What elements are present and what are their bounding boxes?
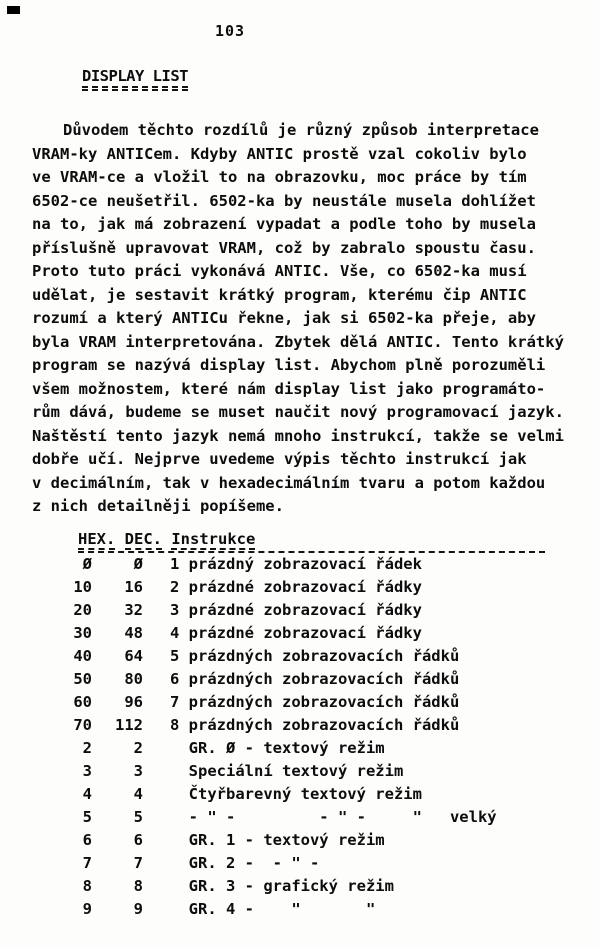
instruction-cell: 1 prázdný zobrazovací řádek: [170, 555, 422, 573]
hex-cell: 3: [82, 762, 92, 780]
table-header: [78, 530, 545, 553]
dec-cell: 80: [124, 670, 143, 688]
dec-cell: 2: [133, 739, 143, 757]
instruction-cell: - " - - " - " velký: [170, 808, 497, 826]
paragraph-line: v decimálním, tak v hexadecimálním tvaru a potom každou: [32, 473, 546, 492]
header-dec: DEC.: [124, 530, 162, 548]
hex-cell: 6: [82, 831, 92, 849]
table-row: [32, 829, 545, 852]
table-row: [32, 898, 545, 921]
paragraph-line: příslušně upravovat VRAM, což by zabralo spoustu času.: [32, 238, 536, 257]
paragraph-line: rům dává, budeme se muset naučit nový programovací jazyk.: [32, 403, 564, 421]
hex-cell: 7: [82, 854, 92, 872]
heading-underline: [82, 67, 188, 91]
paragraph-line: udělat, je sestavit krátký program, kterému čip ANTIC: [32, 285, 527, 304]
table-row: [32, 875, 545, 898]
hex-cell: 8: [82, 877, 92, 895]
instruction-cell: GR. 4 - " ": [170, 900, 376, 918]
instruction-cell: 3 prázdné zobrazovací řádky: [170, 601, 422, 619]
instruction-cell: 7 prázdných zobrazovacích řádků: [170, 693, 460, 711]
hex-cell: 50: [73, 670, 92, 688]
dec-cell: 4: [133, 785, 143, 803]
heading-text: DISPLAY LIST: [82, 67, 188, 88]
header-hex: HEX.: [78, 530, 116, 548]
table-row: [32, 576, 545, 599]
hex-cell: 40: [73, 647, 92, 665]
table-row: [32, 714, 545, 737]
paragraph-line: Důvodem těchto rozdílů je různý způsob interpretace: [63, 121, 539, 139]
paragraph-line: Proto tuto práci vykonává ANTIC. Vše, co 6502-ka musí: [32, 262, 527, 280]
dec-cell: 3: [133, 762, 143, 780]
table-row: [32, 553, 545, 576]
dec-cell: 112: [115, 716, 143, 734]
dec-cell: 32: [124, 601, 143, 619]
table-row: [32, 691, 545, 714]
dec-cell: 16: [124, 578, 143, 596]
document-heading: [82, 67, 188, 85]
page-number: 103: [215, 22, 246, 40]
hex-cell: 9: [82, 900, 92, 918]
table-row: [32, 806, 545, 829]
table-row: [32, 852, 545, 875]
hex-cell: 2: [82, 739, 92, 757]
instruction-cell: 8 prázdných zobrazovacích řádků: [170, 716, 460, 734]
dec-cell: 48: [124, 624, 143, 642]
hex-cell: 10: [73, 578, 92, 596]
paragraph-line: program se nazývá display list. Abychom plně porozuměli: [32, 356, 546, 374]
paragraph-line: na to, jak má zobrazení vypadat a podle toho by musela: [32, 215, 536, 233]
hex-cell: 5: [82, 808, 92, 826]
instruction-cell: Čtyřbarevný textový režim: [170, 785, 422, 803]
instruction-cell: GR. 3 - grafický režim: [170, 877, 394, 895]
dec-cell: 6: [133, 831, 143, 849]
instruction-cell: 5 prázdných zobrazovacích řádků: [170, 647, 460, 665]
paragraph-line: z nich detailněji popíšeme.: [32, 497, 284, 515]
table-row: [32, 599, 545, 622]
dec-cell: 9: [133, 900, 143, 918]
paragraph-line: všem možnostem, které nám display list jako programáto-: [32, 379, 546, 398]
instruction-cell: 2 prázdné zobrazovací řádky: [170, 578, 422, 596]
dec-cell: 96: [124, 693, 143, 711]
instruction-cell: Speciální textový režim: [170, 762, 404, 780]
table-row: [32, 760, 545, 783]
paragraph-line: 6502-ce neušetřil. 6502-ka by neustále musela dohlížet: [32, 191, 536, 210]
dec-cell: 5: [133, 808, 143, 826]
hex-cell: Ø: [82, 555, 92, 573]
table-row: [32, 645, 545, 668]
paragraph-line: ve VRAM-ce a vložil to na obrazovku, moc práce by tím: [32, 168, 527, 186]
dec-cell: 64: [124, 647, 143, 665]
hex-cell: 70: [73, 716, 92, 734]
table-row: [32, 783, 545, 806]
body-paragraph: [32, 119, 564, 519]
hex-cell: 60: [73, 693, 92, 711]
hex-cell: 30: [73, 624, 92, 642]
dec-cell: Ø: [133, 555, 143, 573]
dec-cell: 7: [133, 854, 143, 872]
instruction-cell: GR. 2 - - " -: [170, 854, 320, 872]
instruction-cell: GR. Ø - textový režim: [170, 739, 385, 757]
scan-corner-mark: [7, 6, 20, 14]
dec-cell: 8: [133, 877, 143, 895]
hex-cell: 4: [82, 785, 92, 803]
paragraph-line: VRAM-ky ANTICem. Kdyby ANTIC prostě vzal cokoliv bylo: [32, 144, 527, 163]
header-instrukce: Instrukce: [171, 530, 256, 548]
instruction-table: [32, 530, 545, 921]
hex-cell: 20: [73, 601, 92, 619]
table-row: [32, 668, 545, 691]
paragraph-line: Naštěstí tento jazyk nemá mnoho instrukcí, takže se velmi: [32, 426, 564, 445]
table-row: [32, 622, 545, 645]
paragraph-line: byla VRAM interpretována. Zbytek dělá ANTIC. Tento krátký: [32, 332, 564, 351]
instruction-cell: 6 prázdných zobrazovacích řádků: [170, 670, 460, 688]
instruction-cell: 4 prázdné zobrazovací řádky: [170, 624, 422, 642]
paragraph-line: rozumí a který ANTICu řekne, jak si 6502-ka přeje, aby: [32, 309, 536, 327]
instruction-cell: GR. 1 - textový režim: [170, 831, 385, 849]
table-row: [32, 737, 545, 760]
paragraph-line: dobře učí. Nejprve uvedeme výpis těchto instrukcí jak: [32, 450, 527, 468]
